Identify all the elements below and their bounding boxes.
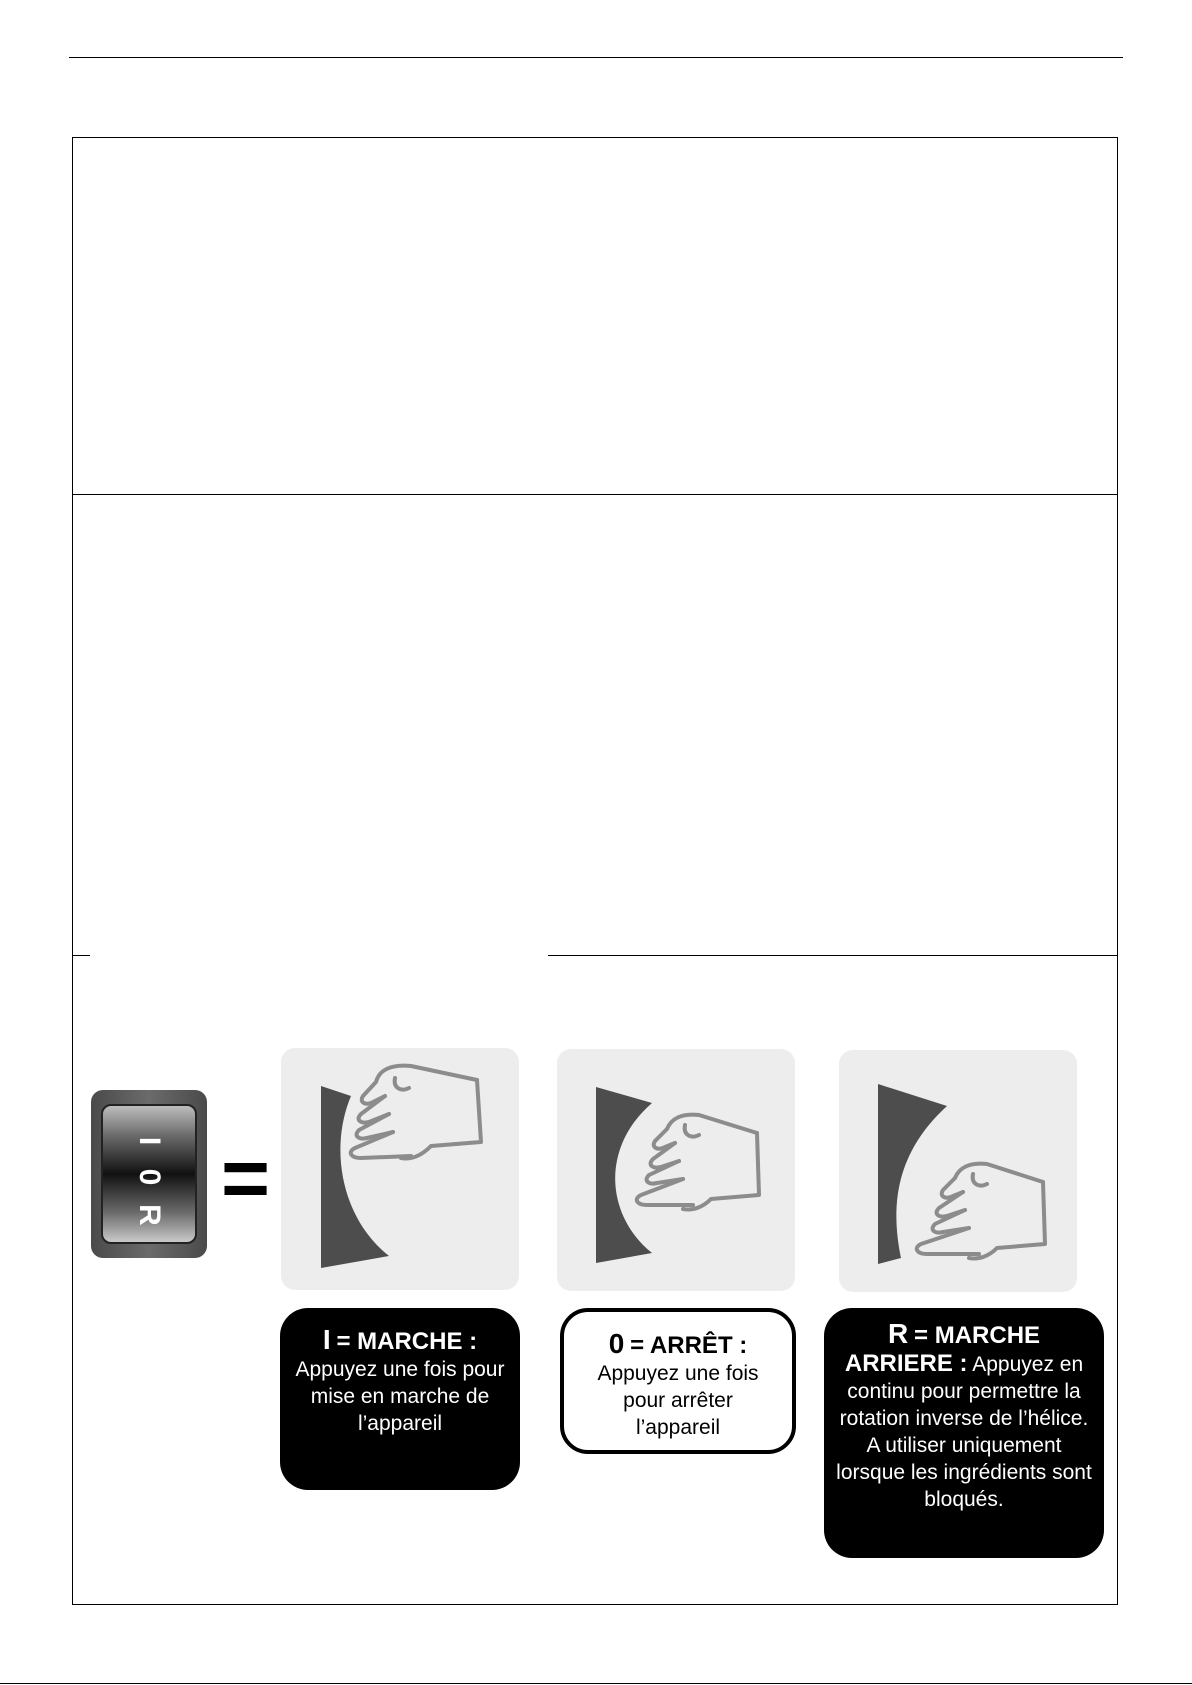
caption-arret-body: Appuyez une fois pour arrêter l’appareil [597,1362,759,1439]
caption-marche-key: I [322,1324,331,1355]
equals-sign: = [221,1131,271,1225]
caption-arret [560,1308,796,1454]
caption-marche-title: = MARCHE : [336,1328,478,1355]
rocker-switch [91,1090,207,1258]
hand-press-top-icon [281,1048,519,1290]
header-rule [69,57,1123,58]
caption-marche [280,1308,520,1490]
switch-symbol-off: 0 [133,1168,166,1186]
panel-marche [281,1048,519,1290]
hand-press-bottom-icon [839,1050,1077,1292]
panel-marche-arriere [839,1050,1077,1292]
caption-arriere-title-2: ARRIERE : [844,1350,968,1377]
switch-symbol-reverse: R [133,1204,166,1226]
caption-marche-body: Appuyez une fois pour mise en marche de l’appareil [295,1358,505,1435]
caption-arret-title: = ARRÊT : [630,1332,748,1359]
caption-arriere-title-1: = MARCHE [914,1322,1041,1349]
rocker-switch-face [101,1104,197,1244]
section-divider-right [548,955,1118,956]
switch-symbol-on: I [133,1136,166,1146]
footer-rule [0,1683,1192,1684]
caption-arriere-key: R [887,1318,909,1349]
caption-marche-arriere [824,1308,1104,1558]
hand-press-middle-icon [557,1049,795,1291]
caption-arret-key: 0 [608,1328,625,1359]
section-divider [72,494,1118,495]
section-divider-left [72,955,90,956]
panel-arret [557,1049,795,1291]
caption-arriere-body: Appuyez en continu pour permettre la rotation inverse de l’hélice. A utiliser uniquement lorsque les ingrédients sont bloqués. [836,1353,1092,1511]
